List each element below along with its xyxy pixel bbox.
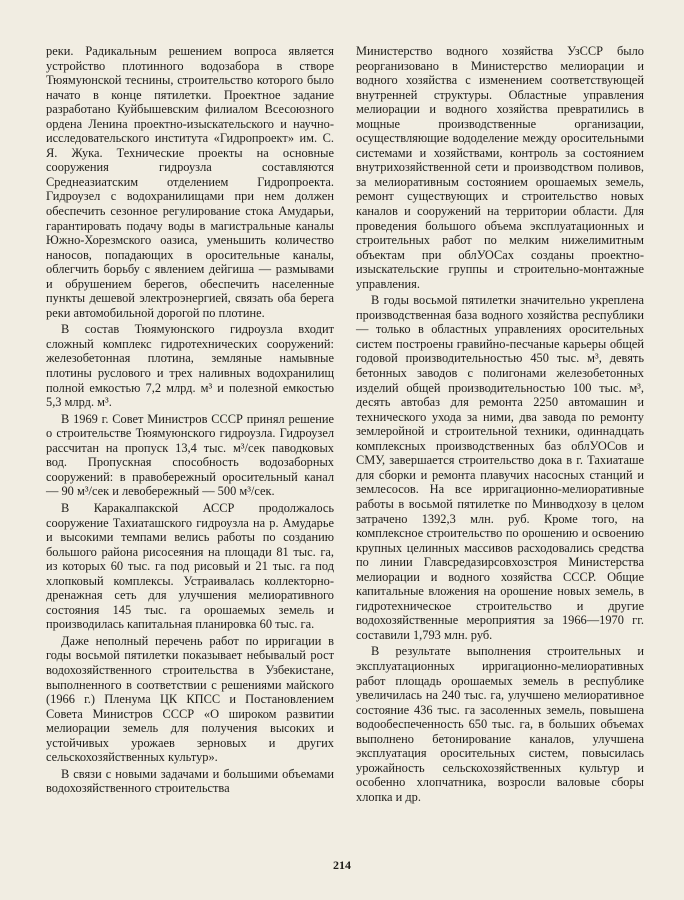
paragraph: В Каракалпакской АССР продолжалось сооружение Тахиаташского гидроузла на р. Амударье и высокими темпами велись работы по созданию большого района рисосеяния на площади 81 тыс. га, из которых 60 тыс. га под рисовый и 21 тыс. га под хлопковый комплексы. Устраивалась коллекторно-дренажная сеть для улучшения мелиоративного состояния 145 тыс. га орошаемых земель и производилась капитальная планировка 60 тыс. га. xyxy=(46,500,334,632)
right-column xyxy=(356,44,644,804)
paragraph: В результате выполнения строительных и эксплуатационных ирригационно-мелиоративных работ площадь орошаемых земель в республике увеличилась на 240 тыс. га, улучшено мелиоративное состояние 436 тыс. га засоленных земель, повышена водообеспеченность 650 тыс. га, в больших объемах выполнено бетонирование каналов, улучшена эксплуатация оросительных систем, повысилась урожайность сельскохозяйственных культур и особенно хлопчатника, возросли валовые сборы хлопка и др. xyxy=(356,644,644,804)
paragraph: В состав Тюямуюнского гидроузла входит сложный комплекс гидротехнических сооружений: железобетонная плотина, земляные намывные плотины руслового и трех наливных водохранилищ полной емкостью 7,2 млрд. м³ и полезной емкостью 5,3 млрд. м³. xyxy=(46,322,334,410)
paragraph: В 1969 г. Совет Министров СССР принял решение о строительстве Тюямуюнского гидроузла. Гидроузел рассчитан на пропуск 13,4 тыс. м³/сек паводковых вод. Пропускная способность водозаборных сооружений: в правобережный оросительный канал — 90 м³/сек и левобережный — 500 м³/сек. xyxy=(46,411,334,499)
paragraph: Министерство водного хозяйства УзССР было реорганизовано в Министерство мелиорации и водного хозяйства с изменением соответствующей внутренней структуры. Областные управления мелиорации и водного хозяйства превратились в мощные производственные организации, осуществляющие вододеление между оросительными системами и хозяйствами, контроль за состоянием внутрихозяйственной сети и производством поливов, за мелиоративным состоянием орошаемых земель, ремонт существующих и строительство новых каналов и сооружений на территории области. Для проведения большого объема эксплуатационных и строительных работ по мелким нижелимитным объектам при облУОСах созданы проектно-изыскательские группы и строительно-монтажные управления. xyxy=(356,44,644,291)
paragraph: В связи с новыми задачами и большими объемами водохозяйственного строительства xyxy=(46,766,334,796)
left-column xyxy=(46,44,334,796)
paragraph: Даже неполный перечень работ по ирригации в годы восьмой пятилетки показывает небывалый рост водохозяйственного строительства в Узбекистане, выполненного в соответствии с решениями майского (1966 г.) Пленума ЦК КПСС и Постановлением Совета Министров СССР «О широком развитии мелиорации земель для получения высоких и устойчивых урожаев зерновых и других сельскохозяйственных культур». xyxy=(46,633,334,765)
paragraph: реки. Радикальным решением вопроса является устройство плотинного водозабора в створе Тюямуюнской теснины, строительство которого было начато в конце пятилетки. Проектное задание разработано Куйбышевским филиалом Всесоюзного ордена Ленина проектно-изыскательского и научно-исследовательского института «Гидропроект» им. С. Я. Жука. Технические проекты на основные сооружения гидроузла составляются Среднеазиатским отделением Гидропроекта. Гидроузел с водохранилищами при нем должен обеспечить сезонное регулирование стока Амударьи, гарантировать подачу воды в магистральные каналы Южно-Хорезмского оазиса, уменьшить количество наносов, попадающих в оросительные каналы, облегчить борьбу с явлением дейгиша — размывами и обрушением берегов, обеспечить населенные пункты дешевой электроэнергией, связать оба берега реки автомобильной дорогой по плотине. xyxy=(46,44,334,320)
page-number: 214 xyxy=(333,858,351,872)
paragraph: В годы восьмой пятилетки значительно укреплена производственная база водного хозяйства республики — только в областных управлениях оросительных систем построены гравийно-песчаные карьеры общей годовой производительностью 450 тыс. м³, девять бетонных заводов с полигонами железобетонных изделий общей производительностью 100 тыс. м³, десять автобаз для ремонта 2250 автомашин и технического ухода за ними, два завода по ремонту землеройной и строительной техники, одиннадцать комплексных производственных баз облУОСов и СМУ, завершается строительство дока в г. Тахиаташе для сборки и ремонта плавучих насосных станций и землесосов. На все ирригационно-мелиоративные работы в восьмой пятилетке по Минводхозу в целом затрачено 1392,3 млн. руб. Кроме того, на комплексное строительство по орошению и освоению крупных целинных массивов расходовались средства по линии Главсредазирсовхозстроя Министерства мелиорации и водного хозяйства СССР. Общие капитальные вложения на орошение новых земель, в гидротехническое строительство и другие водохозяйственные мероприятия за 1966—1970 гг. составили 1,793 млн. руб. xyxy=(356,293,644,642)
